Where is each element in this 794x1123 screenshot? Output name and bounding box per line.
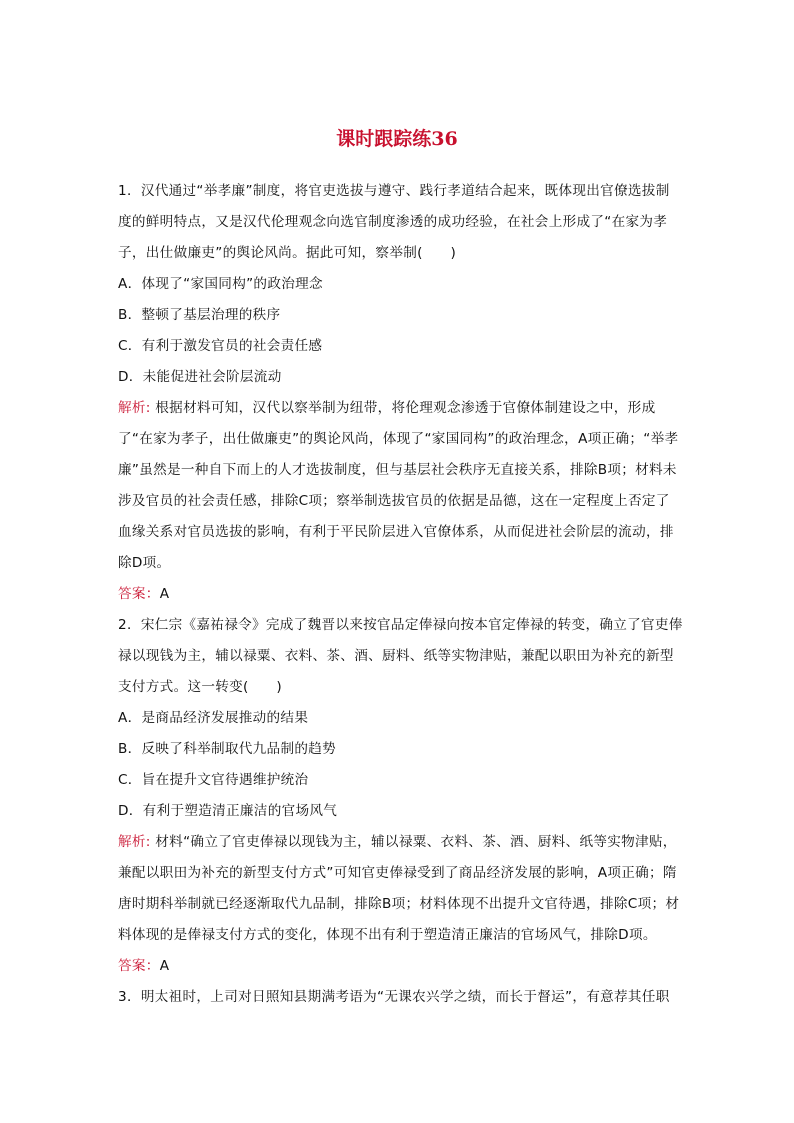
analysis-label: 解析: bbox=[118, 400, 151, 416]
option-c: C．旨在提升文官待遇维护统治 bbox=[118, 772, 309, 788]
page-title: 课时跟踪练36 bbox=[336, 128, 458, 150]
document-body bbox=[118, 176, 683, 1013]
answer-value: A bbox=[159, 586, 170, 602]
option-d: D．未能促进社会阶层流动 bbox=[118, 369, 282, 385]
answer-value: A bbox=[159, 958, 170, 974]
analysis-text: 根据材料可知，汉代以察举制为纽带，将伦理观念渗透于官僚体制建设之中，形成了“在家为孝子，出仕做廉吏”的舆论风尚，体现了“家国同构”的政治理念，A项正确；“举孝廉”虽然是一种自下而上的人才选拔制度，但与基层社会秩序无直接关系，排除B项；材料未涉及官员的社会责任感，排除C项；察举制选拔官员的依据是品德，这在一定程度上否定了血缘关系对官员选拔的影响，有利于平民阶层进入官僚体系，从而促进社会阶层的流动，排除D项。 bbox=[118, 400, 679, 571]
answer-label: 答案： bbox=[118, 586, 160, 602]
option-d: D．有利于塑造清正廉洁的官场风气 bbox=[118, 803, 338, 819]
option-a: A．体现了“家国同构”的政治理念 bbox=[118, 276, 323, 292]
question-3 bbox=[118, 982, 683, 1013]
option-b: B．整顿了基层治理的秩序 bbox=[118, 307, 281, 323]
answer-label: 答案： bbox=[118, 958, 160, 974]
answer bbox=[118, 951, 683, 982]
question-2 bbox=[118, 610, 683, 982]
analysis bbox=[118, 393, 683, 579]
analysis-label: 解析: bbox=[118, 834, 151, 850]
answer bbox=[118, 579, 683, 610]
question-stem: 3．明太祖时，上司对日照知县期满考语为“无课农兴学之绩，而长于督运”，有意荐其任职 bbox=[118, 989, 670, 1005]
option-a: A．是商品经济发展推动的结果 bbox=[118, 710, 309, 726]
question-1 bbox=[118, 176, 683, 610]
option-b: B．反映了科举制取代九品制的趋势 bbox=[118, 741, 337, 757]
question-stem: 2．宋仁宗《嘉祐禄令》完成了魏晋以来按官品定俸禄向按本官定俸禄的转变，确立了官吏俸禄以现钱为主，辅以禄粟、衣料、茶、酒、厨料、纸等实物津贴，兼配以职田为补充的新型支付方式。这一转变( ) bbox=[118, 617, 683, 695]
analysis bbox=[118, 827, 683, 951]
analysis-text: 材料“确立了官吏俸禄以现钱为主，辅以禄粟、衣料、茶、酒、厨料、纸等实物津贴，兼配以职田为补充的新型支付方式”可知官吏俸禄受到了商品经济发展的影响，A项正确；隋唐时期科举制就已经逐渐取代九品制，排除B项；材料体现不出提升文官待遇，排除C项；材料体现的是俸禄支付方式的变化，体现不出有利于塑造清正廉洁的官场风气，排除D项。 bbox=[118, 834, 680, 943]
option-c: C．有利于激发官员的社会责任感 bbox=[118, 338, 323, 354]
question-stem: 1．汉代通过“举孝廉”制度，将官吏选拔与遵守、践行孝道结合起来，既体现出官僚选拔制度的鲜明特点，又是汉代伦理观念向选官制度渗透的成功经验，在社会上形成了“在家为孝子，出仕做廉吏”的舆论风尚。据此可知，察举制( ) bbox=[118, 183, 670, 261]
